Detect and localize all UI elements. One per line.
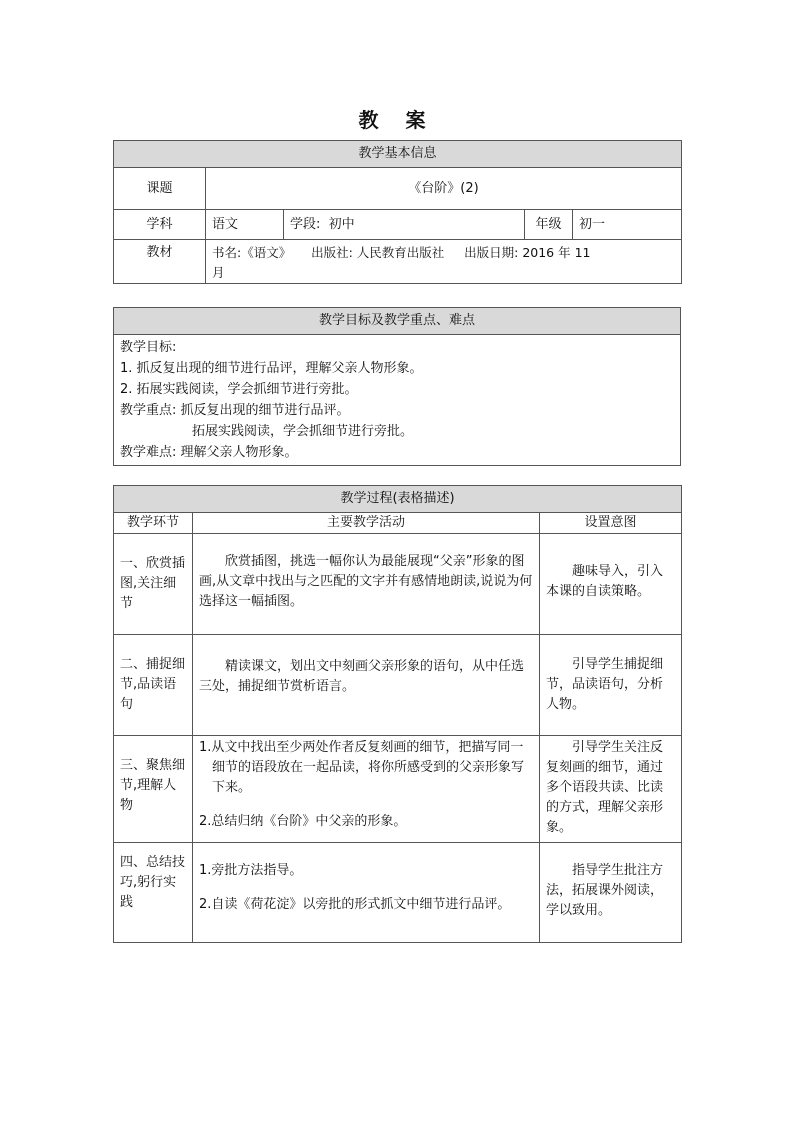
intent-cell [540,534,682,635]
intent-cell [540,736,682,843]
topic-value: 《台阶》(2) [206,168,682,210]
activity-item-2: 2.总结归纳《台阶》中父亲的形象。 [199,814,407,829]
activity-cell [193,635,540,736]
activity-item-1: 1.从文中找出至少两处作者反复刻画的细节，把描写同一细节的语段放在一起品读，将你所感受到的父亲形象写下来。 [199,740,525,795]
table-row [114,534,682,635]
subject-value: 语文 [206,210,284,240]
textbook-line-2: 月 [212,265,225,280]
basic-info-header: 教学基本信息 [114,141,682,168]
activity-cell [193,843,540,943]
process-table [113,485,682,943]
grade-label: 年级 [525,210,573,240]
stage-cell: 四、总结技巧,躬行实践 [114,843,193,943]
intent-cell [540,635,682,736]
textbook-label: 教材 [114,240,206,284]
difficulty: 教学难点: 理解父亲人物形象。 [120,445,298,460]
stage-value: 初中 [328,216,355,232]
column-header-stage: 教学环节 [114,513,193,534]
objectives-table [113,307,681,466]
column-header-intent: 设置意图 [540,513,682,534]
intent-text: 引导学生关注反复刻画的细节，通过多个语段共读、比读的方式，理解父亲形象。 [546,740,664,835]
intent-text: 引导学生捕捉细节，品读语句，分析人物。 [546,657,664,712]
table-row [114,635,682,736]
topic-label: 课题 [114,168,206,210]
goal-2: 2. 拓展实践阅读，学会抓细节进行旁批。 [120,382,358,397]
column-header-activity: 主要教学活动 [193,513,540,534]
subject-label: 学科 [114,210,206,240]
stage-cell [284,210,525,240]
intent-cell [540,843,682,943]
activity-cell [193,736,540,843]
stage-cell: 二、捕捉细节,品读语句 [114,635,193,736]
stage-cell: 一、欣赏插图,关注细节 [114,534,193,635]
textbook-line-1: 书名:《语文》 出版社: 人民教育出版社 出版日期: 2016 年 11 [212,245,591,260]
stage-cell: 三、聚焦细节,理解人物 [114,736,193,843]
stage-label: 学段: [290,216,321,232]
table-row [114,736,682,843]
document-title: 教 案 [358,108,436,132]
textbook-value [206,240,682,284]
goal-1: 1. 抓反复出现的细节进行品评，理解父亲人物形象。 [120,361,423,376]
goals-label: 教学目标: [120,340,177,355]
intent-text: 指导学生批注方法，拓展课外阅读，学以致用。 [546,863,664,918]
intent-text: 趣味导入，引入本课的自读策略。 [546,564,664,599]
objectives-header: 教学目标及教学重点、难点 [114,308,681,335]
key-point-2: 拓展实践阅读，学会抓细节进行旁批。 [192,424,414,439]
process-header: 教学过程(表格描述) [114,486,682,513]
activity-text: 欣赏插图，挑选一幅你认为最能展现“父亲”形象的图画,从文章中找出与之匹配的文字并有感情地朗读,说说为何选择这一幅插图。 [199,554,533,609]
activity-cell [193,534,540,635]
grade-value: 初一 [573,210,682,240]
activity-item-2: 2.自读《荷花淀》以旁批的形式抓文中细节进行品评。 [199,897,511,912]
objectives-body [114,335,681,466]
activity-item-1: 1.旁批方法指导。 [199,863,303,878]
basic-info-table [113,140,682,284]
table-row [114,843,682,943]
activity-text: 精读课文，划出文中刻画父亲形象的语句，从中任选三处，捕捉细节赏析语言。 [199,659,525,694]
key-point-1: 教学重点: 抓反复出现的细节进行品评。 [120,403,350,418]
